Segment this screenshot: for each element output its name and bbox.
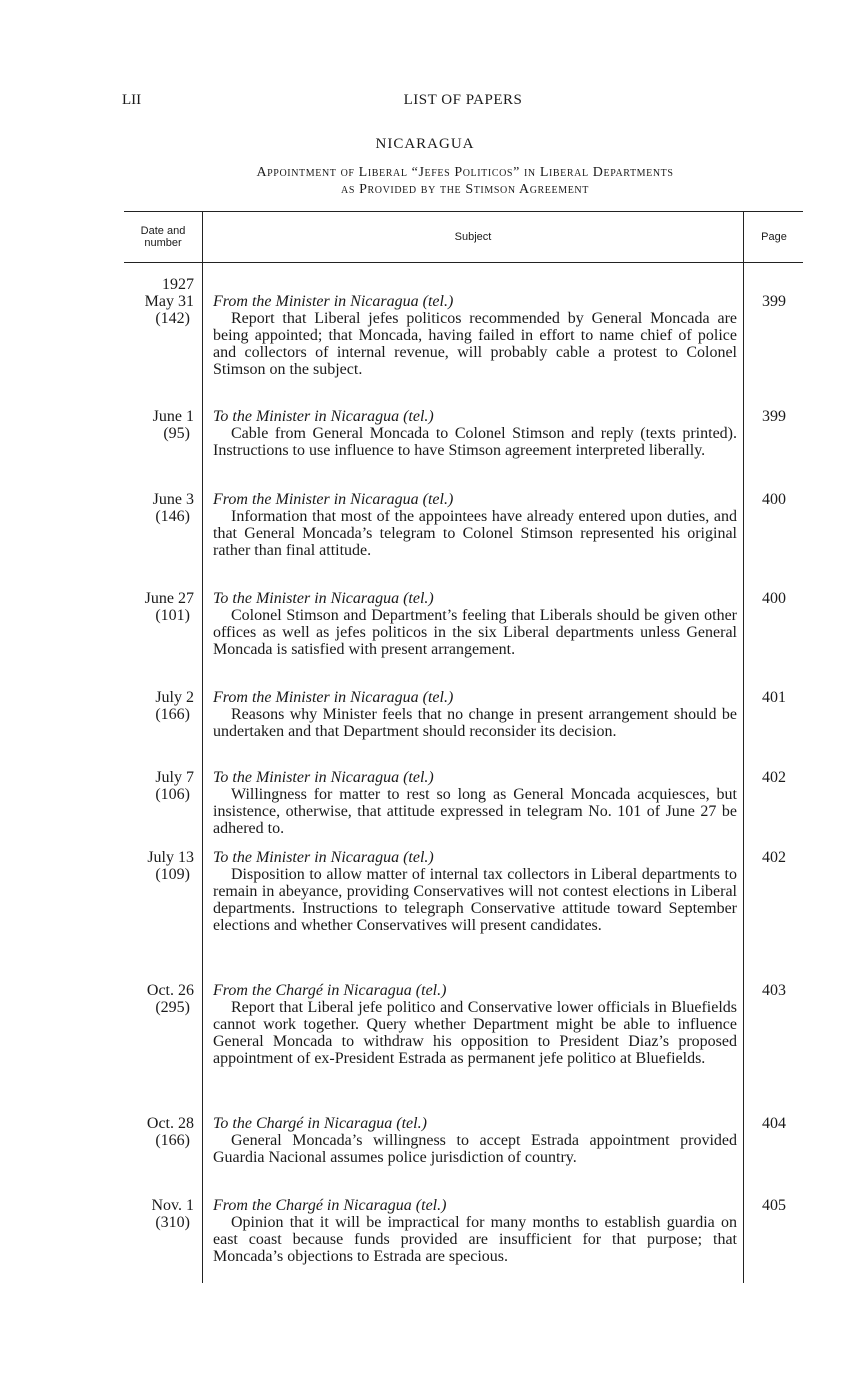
entry-from: From the Minister in Nicaragua (tel.) — [213, 293, 454, 310]
entry-text: Information that most of the appointees have already entered upon duties, and that General Moncada’s telegram to Colonel Stimson represented his original rather than final attitude. — [213, 508, 737, 559]
entry-from: From the Chargé in Nicaragua (tel.) — [213, 1197, 447, 1214]
column-header-date — [124, 211, 202, 262]
entry-date: June 3 — [152, 491, 194, 508]
entry-number: (146) — [155, 508, 190, 525]
entry-date: July 2 — [155, 689, 194, 706]
entry-from: To the Chargé in Nicaragua (tel.) — [213, 1115, 427, 1132]
entry-text: Report that Liberal jefes politicos recommended by General Moncada are being appointed; that Moncada, having failed in effort to name chief of police and collectors of internal revenue, will probably cable a protest to Colonel Stimson on the subject. — [213, 310, 737, 378]
entry-from: From the Chargé in Nicaragua (tel.) — [213, 982, 447, 999]
subject-cell — [213, 1197, 737, 1265]
entry-number: (142) — [155, 310, 190, 327]
date-cell — [124, 982, 194, 1016]
entry-number: (101) — [155, 607, 190, 624]
date-cell — [124, 408, 194, 442]
subject-cell — [213, 849, 737, 934]
subject-cell — [213, 769, 737, 837]
subject-cell — [213, 491, 737, 559]
section-heading — [140, 164, 790, 198]
entry-number: (295) — [155, 999, 190, 1016]
column-header-date-label: Date and number — [140, 224, 186, 249]
entry-from: To the Minister in Nicaragua (tel.) — [213, 590, 434, 607]
entry-text: Opinion that it will be impractical for many months to establish guardia on east coast because funds provided are insufficient for that purpose; that Moncada’s objections to Estrada are specious. — [213, 1214, 737, 1265]
date-cell — [124, 1115, 194, 1149]
entry-page: 399 — [762, 293, 786, 310]
entry-from: From the Minister in Nicaragua (tel.) — [213, 689, 454, 706]
subject-cell — [213, 408, 737, 459]
entry-date: July 7 — [155, 769, 194, 786]
entry-page: 403 — [762, 982, 786, 999]
entry-page: 402 — [762, 769, 786, 786]
entry-text: Reasons why Minister feels that no change in present arrangement should be undertaken and that Department should reconsider its decision. — [213, 706, 737, 740]
page-folio: LII — [122, 92, 142, 108]
entry-from: From the Minister in Nicaragua (tel.) — [213, 491, 454, 508]
entry-date: July 13 — [147, 849, 194, 866]
entry-date: June 1 — [152, 408, 194, 425]
entry-text: Cable from General Moncada to Colonel Stimson and reply (texts printed). Instructions to use influence to have Stimson agreement interpreted liberally. — [213, 425, 737, 459]
subject-cell — [213, 293, 737, 378]
entry-date: May 31 — [144, 293, 194, 310]
subject-cell — [213, 1115, 737, 1166]
entry-text: Report that Liberal jefe politico and Conservative lower officials in Bluefields cannot work together. Query whether Department might be able to influence General Moncada to withdraw his opposition to President Diaz’s proposed appointment of ex-President Estrada as permanent jefe politico at Bluefields. — [213, 999, 737, 1067]
entry-date: Nov. 1 — [151, 1197, 194, 1214]
running-head — [122, 92, 804, 114]
section-country: NICARAGUA — [375, 136, 475, 152]
heading-line-2: as Provided by the Stimson Agreement — [341, 182, 589, 197]
entry-text: Willingness for matter to rest so long as General Moncada acquiesces, but insistence, otherwise, that attitude expressed in telegram No. 101 of June 27 be adhered to. — [213, 786, 737, 837]
column-header-subject: Subject — [454, 230, 492, 243]
subject-cell — [213, 590, 737, 658]
entry-page: 400 — [762, 491, 786, 508]
date-cell — [124, 276, 194, 327]
entry-text: Colonel Stimson and Department’s feeling that Liberals should be given other offices as well as jefes politicos in the six Liberal departments unless General Moncada is satisfied with present arrangement. — [213, 607, 737, 658]
entry-page: 400 — [762, 590, 786, 607]
entry-date: Oct. 26 — [146, 982, 194, 999]
entry-page: 405 — [762, 1197, 786, 1214]
table-header-rule — [124, 262, 803, 263]
entry-text: Disposition to allow matter of internal tax collectors in Liberal departments to remain in abeyance, providing Conservatives will not contest elections in Liberal departments. Instructions to telegraph Conservative attitude toward September elections and whether Conservatives will present candidates. — [213, 866, 737, 934]
entry-page: 402 — [762, 849, 786, 866]
date-cell — [124, 1197, 194, 1231]
entry-number: (166) — [155, 1132, 190, 1149]
entry-date: Oct. 28 — [146, 1115, 194, 1132]
entry-date: June 27 — [144, 590, 194, 607]
running-title: LIST OF PAPERS — [403, 92, 523, 108]
date-cell — [124, 590, 194, 624]
subject-cell — [213, 689, 737, 740]
entry-from: To the Minister in Nicaragua (tel.) — [213, 849, 434, 866]
entry-number: (109) — [155, 866, 190, 883]
entry-page: 404 — [762, 1115, 786, 1132]
date-cell — [124, 849, 194, 883]
entry-from: To the Minister in Nicaragua (tel.) — [213, 408, 434, 425]
column-divider-left — [202, 211, 203, 1283]
subject-cell — [213, 982, 737, 1067]
date-cell — [124, 491, 194, 525]
entry-number: (166) — [155, 706, 190, 723]
entry-page: 401 — [762, 689, 786, 706]
entry-page: 399 — [762, 408, 786, 425]
entry-from: To the Minister in Nicaragua (tel.) — [213, 769, 434, 786]
date-cell — [124, 689, 194, 723]
entry-number: (310) — [155, 1214, 190, 1231]
entry-number: (106) — [155, 786, 190, 803]
heading-line-1: Appointment of Liberal “Jefes Politicos” in Liberal Departments — [256, 165, 674, 180]
column-header-page: Page — [761, 230, 787, 243]
entry-text: General Moncada’s willingness to accept Estrada appointment provided Guardia Nacional assumes police jurisdiction of country. — [213, 1132, 737, 1166]
date-cell — [124, 769, 194, 803]
year-label: 1927 — [162, 276, 194, 293]
entry-number: (95) — [163, 425, 190, 442]
